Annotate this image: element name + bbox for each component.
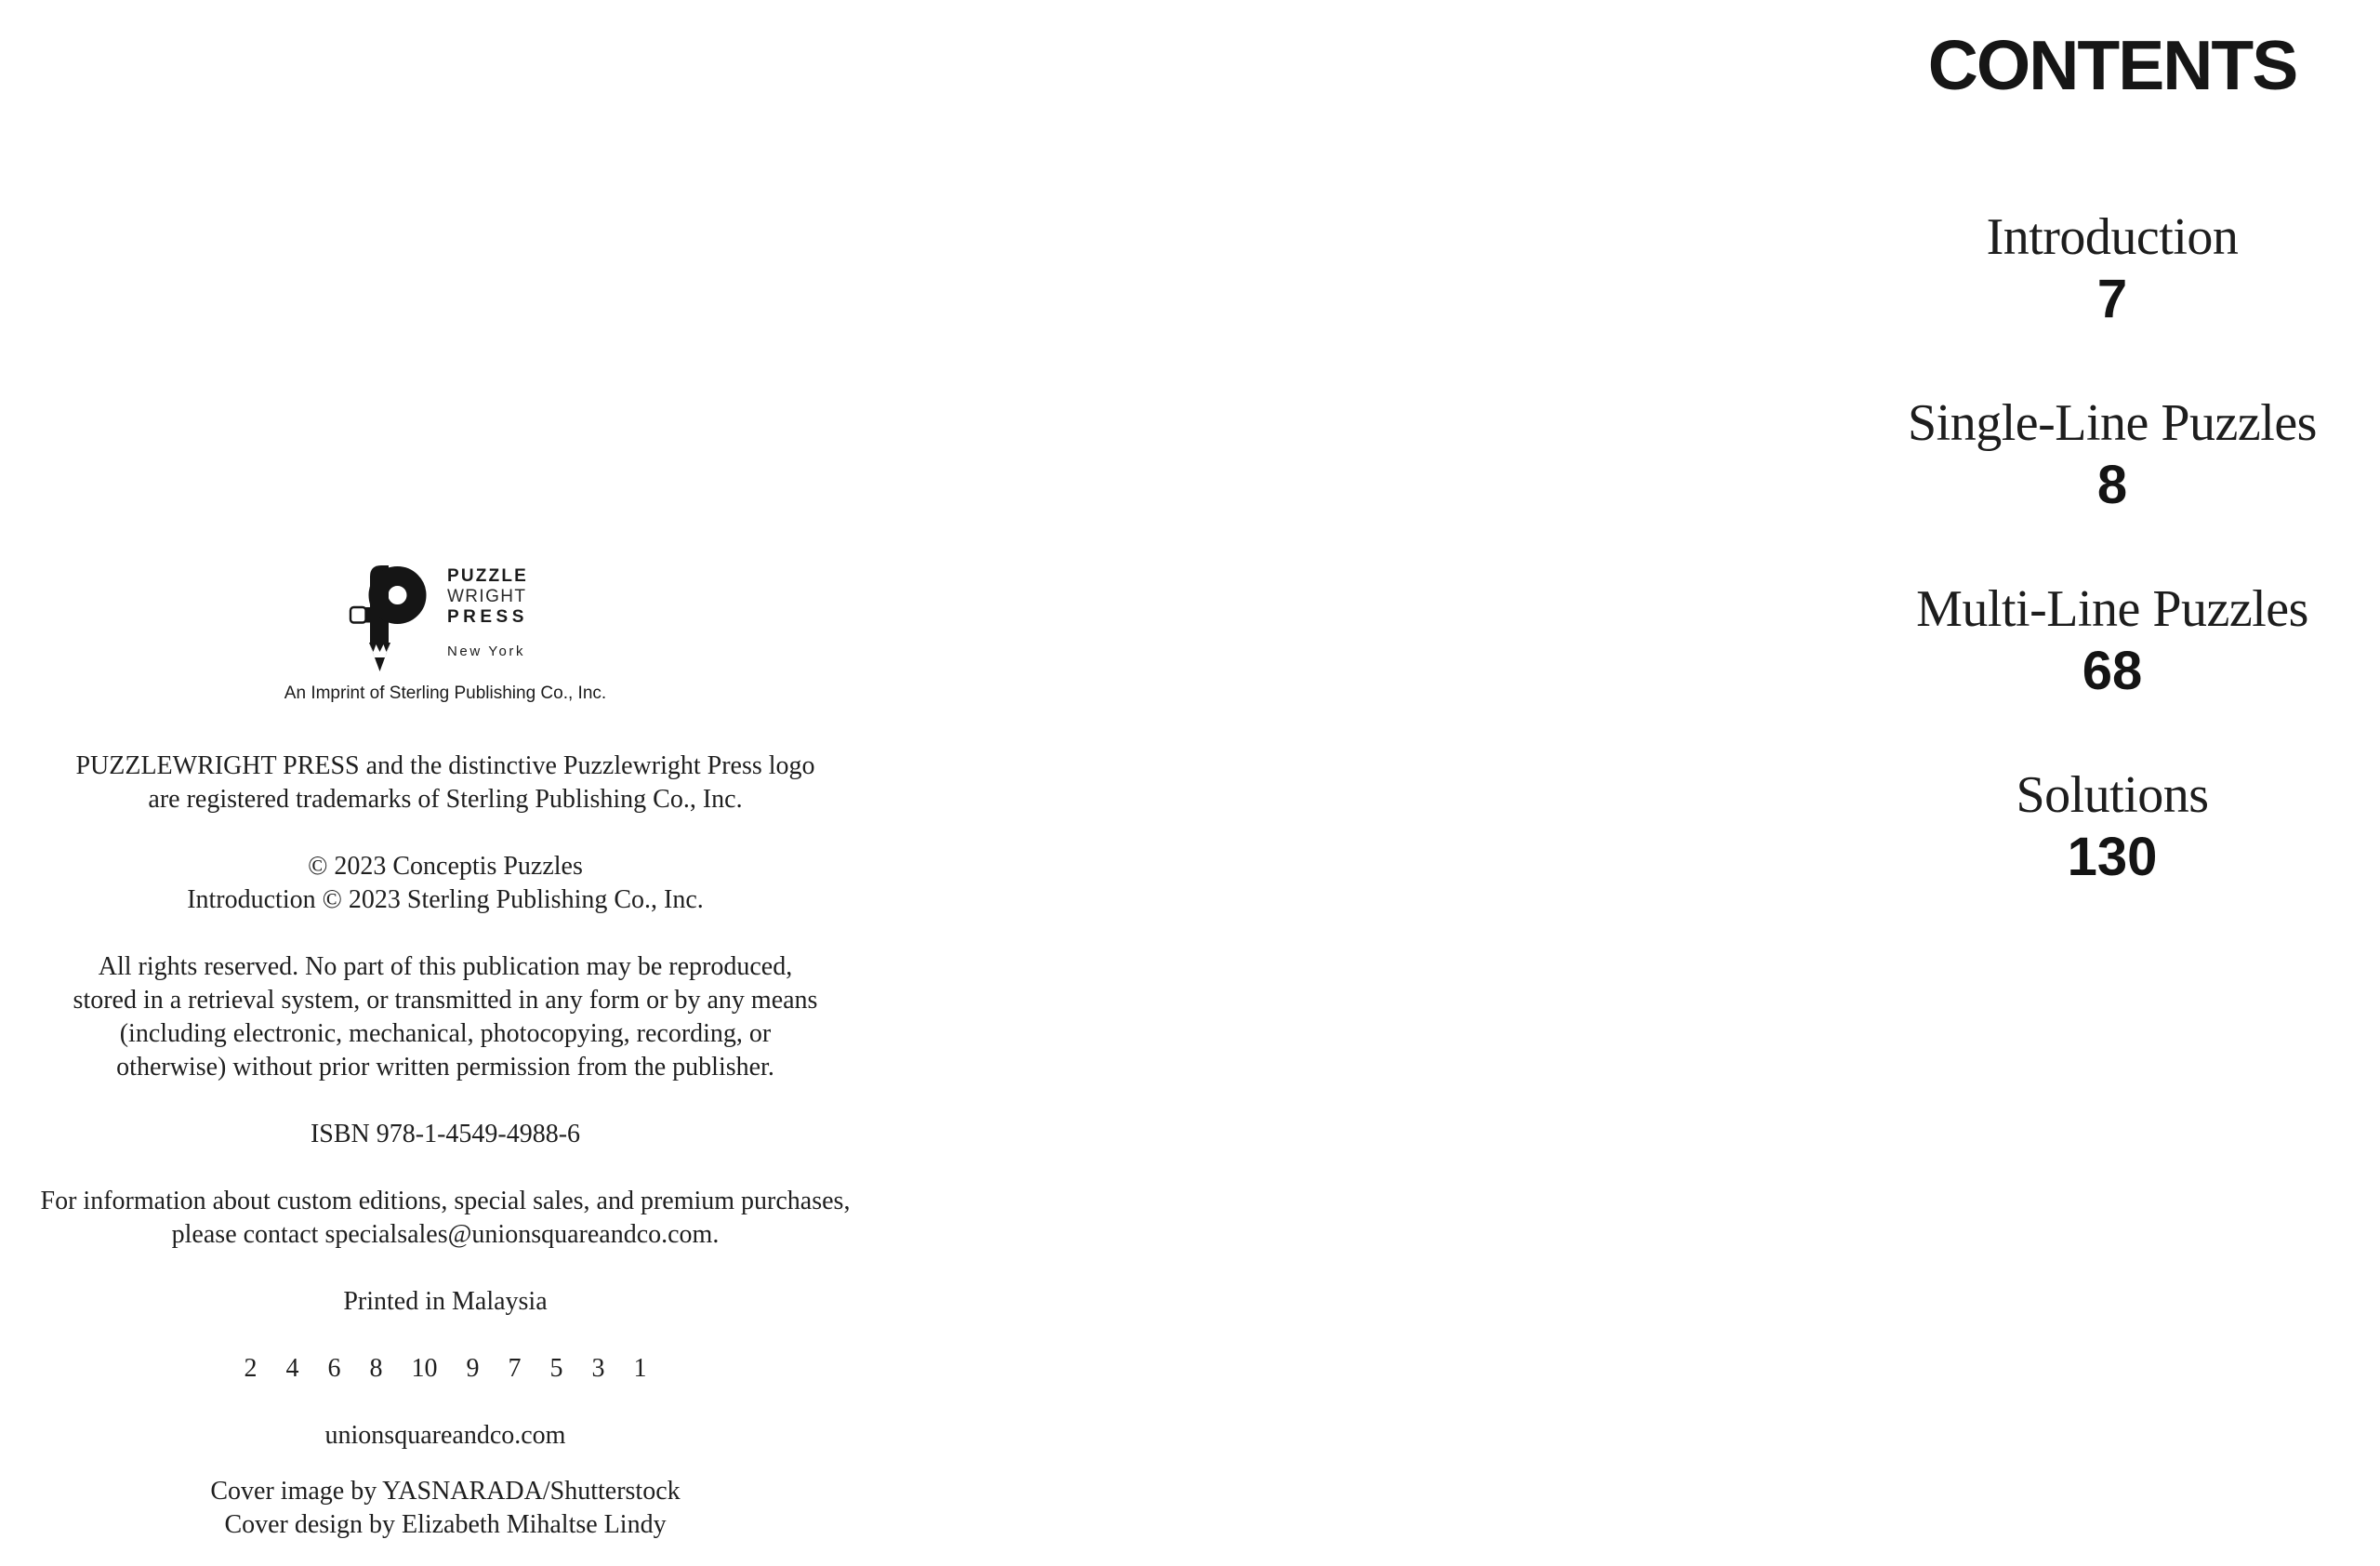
logo-word-puzzle: PUZZLE: [446, 566, 529, 586]
text-line: are registered trademarks of Sterling Publishing Co., Inc.: [148, 785, 743, 814]
toc-entry-introduction: [1852, 207, 2373, 329]
text-line: For information about custom editions, special sales, and premium purchases,: [40, 1187, 851, 1215]
text-line: All rights reserved. No part of this publication may be reproduced,: [98, 952, 793, 981]
text-line: (including electronic, mechanical, photocopying, recording, or: [119, 1019, 772, 1048]
toc-entry-page: 7: [2096, 269, 2128, 329]
text-line: Cover image by YASNARADA/Shutterstock: [210, 1477, 681, 1506]
text-line: unionsquareandco.com: [324, 1421, 566, 1450]
isbn-line: [0, 1118, 891, 1151]
cover-credits: [0, 1475, 891, 1542]
logo-word-press: PRESS: [446, 607, 528, 627]
publisher-website: [0, 1419, 891, 1453]
toc-entry-page: 68: [2082, 641, 2143, 701]
contents-title: CONTENTS: [1927, 26, 2297, 104]
text-line: PUZZLEWRIGHT PRESS and the distinctive Puzzlewright Press logo: [75, 751, 815, 780]
copyright-page: [0, 0, 891, 1542]
toc-entry-multi-line-puzzles: [1852, 579, 2373, 701]
publisher-logo: [0, 558, 881, 679]
text-line: Printed in Malaysia: [343, 1287, 548, 1316]
toc-entry-label: Introduction: [1986, 208, 2239, 266]
pencil-p-logo-icon: [344, 558, 442, 679]
text-line: please contact specialsales@unionsquareandco.com.: [171, 1220, 720, 1249]
toc-entry-solutions: [1852, 765, 2373, 887]
text-line: stored in a retrieval system, or transmitted in any form or by any means: [73, 986, 818, 1015]
imprint-line: An Imprint of Sterling Publishing Co., Inc.: [284, 683, 607, 703]
logo-word-wright: WRIGHT: [446, 587, 527, 606]
text-line: Introduction © 2023 Sterling Publishing Co., Inc.: [187, 885, 704, 914]
toc-entry-page: 8: [2096, 455, 2128, 515]
text-line: 2 4 6 8 10 9 7 5 3 1: [244, 1354, 647, 1383]
toc-entry-label: Single-Line Puzzles: [1908, 394, 2317, 452]
printed-in-line: [0, 1285, 891, 1319]
trademark-notice: [0, 750, 891, 816]
text-line: ISBN 978-1-4549-4988-6: [310, 1120, 581, 1148]
text-line: © 2023 Conceptis Puzzles: [308, 852, 583, 881]
logo-city: New York: [446, 644, 526, 659]
toc-entry-label: Multi-Line Puzzles: [1916, 580, 2308, 638]
special-sales-note: [0, 1185, 891, 1252]
rights-notice: [0, 950, 891, 1084]
text-line: otherwise) without prior written permission from the publisher.: [116, 1053, 774, 1082]
toc-entry-single-line-puzzles: [1852, 393, 2373, 515]
text-line: Cover design by Elizabeth Mihaltse Lindy: [224, 1510, 667, 1539]
contents-page: [1852, 0, 2373, 887]
toc-entry-page: 130: [2067, 827, 2158, 887]
toc-entry-label: Solutions: [2016, 766, 2209, 824]
copyright-notice: [0, 850, 891, 917]
logo-wordmark: [447, 558, 528, 658]
printers-key: [0, 1352, 891, 1386]
